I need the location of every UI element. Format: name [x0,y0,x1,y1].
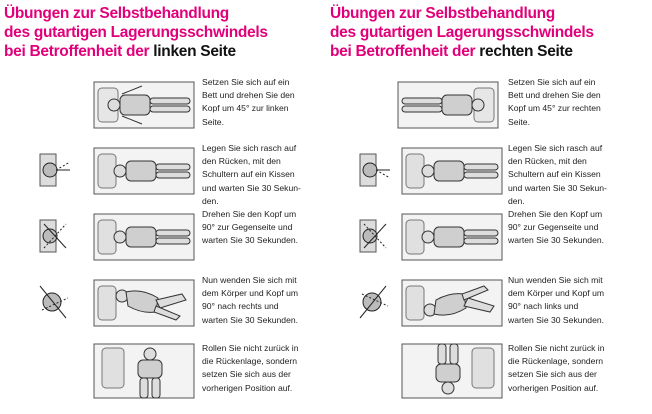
bed-figure-icon [388,74,526,136]
left-step-1 [0,74,326,136]
bed-figure-icon [370,272,508,334]
bed-figure-icon [62,206,200,268]
right-step-2 [326,140,652,206]
left-side-label: linken Seite [153,43,236,60]
right-step-4 [326,272,652,334]
left-step-1-text: Setzen Sie sich auf ein Bett und drehen Sie den Kopf um 45° zur linken Seite. [202,77,295,127]
right-step-1-text: Setzen Sie sich auf ein Bett und drehen Sie den Kopf um 45° zur rechten Seite. [508,77,601,127]
right-title-line-3: bei Betroffenheit der rechten Seite [330,43,573,60]
right-step-5-text: Rollen Sie nicht zurück in die Rückenlage, sondern setzen Sie sich aus der vorherigen Position auf. [508,343,605,393]
left-title-line-1: Übungen zur Selbstbehandlung [4,5,229,22]
bed-figure-icon [62,272,200,334]
bed-figure-icon [62,340,200,402]
right-step-4-text: Nun wenden Sie sich mit dem Körper und Kopf um 90° nach links und warten Sie 30 Sekunden. [508,275,605,325]
bed-figure-icon [370,140,508,202]
left-step-4-text: Nun wenden Sie sich mit dem Körper und Kopf um 90° nach rechts und warten Sie 30 Sekunden. [202,275,299,325]
left-step-3 [0,206,326,268]
right-title-line-2: des gutartigen Lagerungsschwindels [330,24,594,41]
right-title [330,4,594,61]
left-step-5 [0,340,326,402]
left-step-2-text: Legen Sie sich rasch auf den Rücken, mit den Schultern auf ein Kissen und warten Sie 30 Sekun- den. [202,143,301,206]
right-title-line-1: Übungen zur Selbstbehandlung [330,5,555,22]
right-step-1 [326,74,652,136]
left-title [4,4,268,61]
left-step-2 [0,140,326,206]
right-step-3 [326,206,652,268]
bed-figure-icon [370,206,508,268]
right-side-label: rechten Seite [479,43,573,60]
left-title-line-2: des gutartigen Lagerungsschwindels [4,24,268,41]
bed-figure-icon [62,74,200,136]
right-step-5 [326,340,652,402]
bed-figure-icon [370,340,508,402]
right-step-2-text: Legen Sie sich rasch auf den Rücken, mit den Schultern auf ein Kissen und warten Sie 30 Sekun- den. [508,143,607,206]
left-title-line-3: bei Betroffenheit der linken Seite [4,43,236,60]
right-step-3-text: Drehen Sie den Kopf um 90° zur Gegenseite und warten Sie 30 Sekunden. [508,209,605,246]
left-step-4 [0,272,326,334]
left-step-3-text: Drehen Sie den Kopf um 90° zur Gegenseite und warten Sie 30 Sekunden. [202,209,299,246]
bed-figure-icon [62,140,200,202]
right-side-instructions [326,0,652,414]
left-step-5-text: Rollen Sie nicht zurück in die Rückenlage, sondern setzen Sie sich aus der vorherigen Position auf. [202,343,299,393]
